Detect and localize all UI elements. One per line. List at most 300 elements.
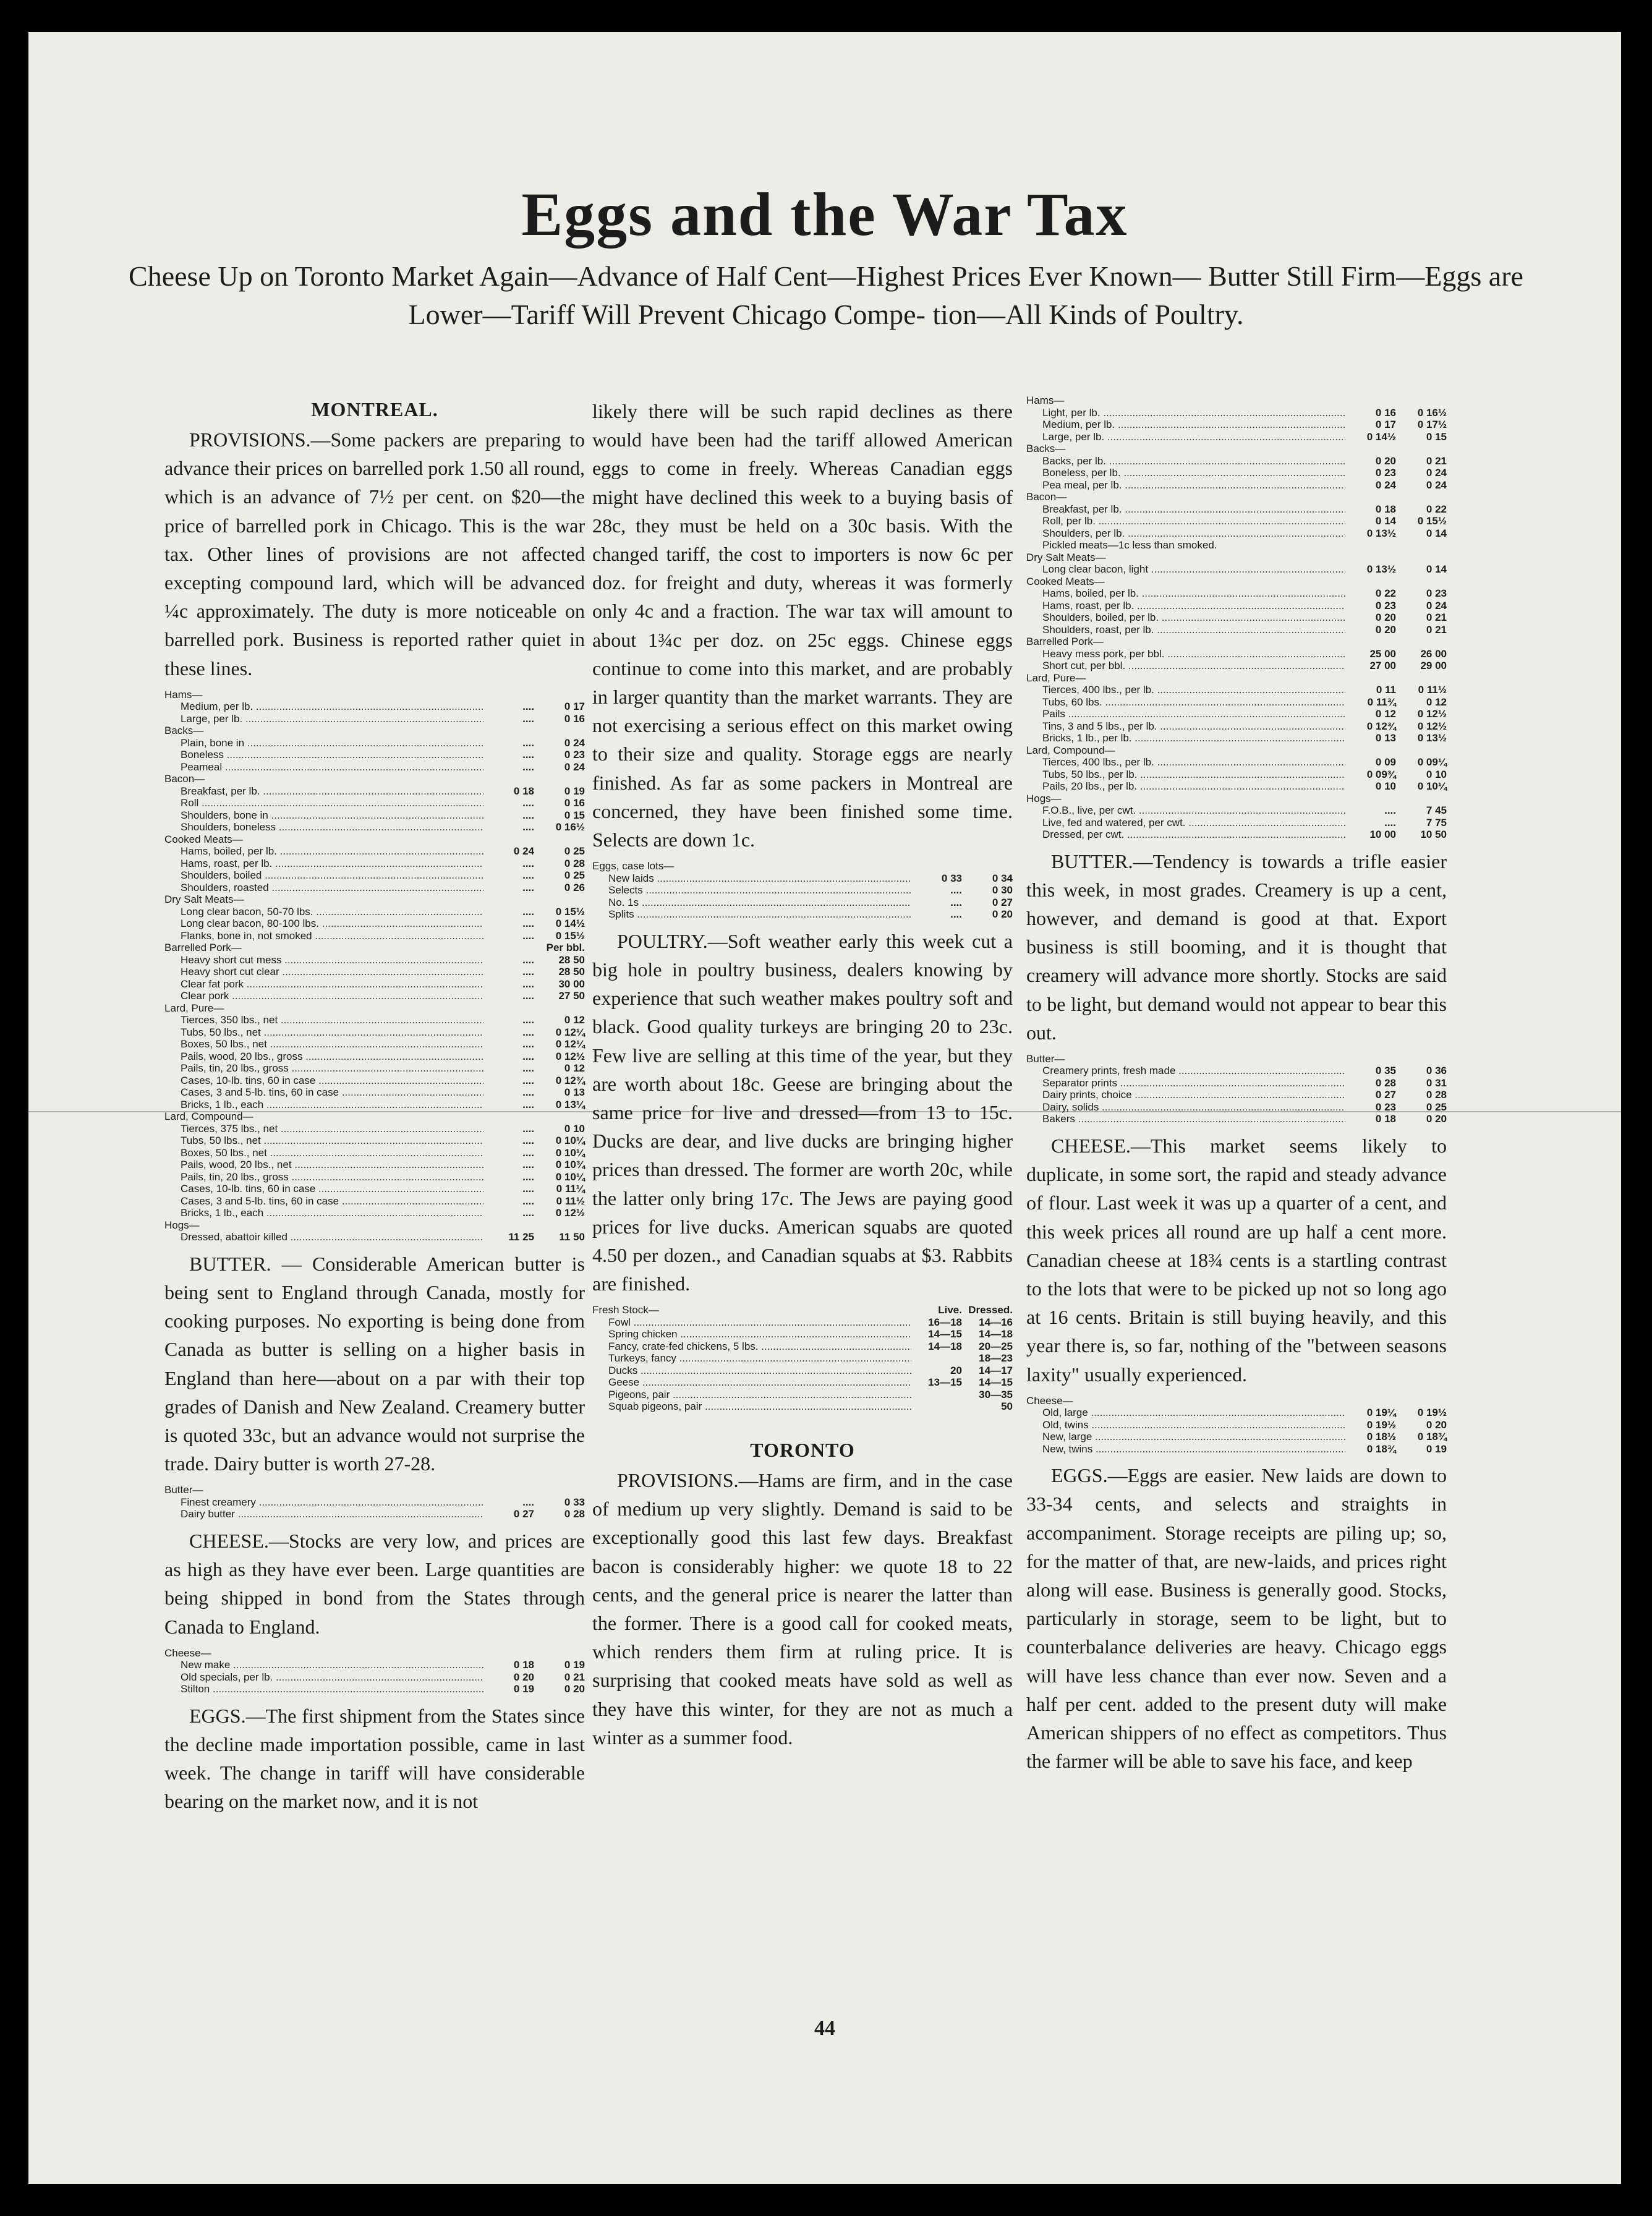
- price-low: 0 24: [1375, 479, 1396, 491]
- row-label: Dairy prints, choice .....: [1026, 1089, 1345, 1101]
- table-row: [164, 906, 585, 918]
- price-high: 0 22: [1426, 503, 1447, 515]
- price-high: 0 20: [992, 908, 1013, 921]
- table-section-header: [592, 860, 1013, 872]
- table-section-header: [592, 1304, 1013, 1316]
- row-label: Hogs—: [1026, 792, 1062, 804]
- row-label: Cooked Meats—: [1026, 575, 1105, 587]
- price-low: 27 00: [1369, 660, 1396, 671]
- table-row: [1026, 612, 1447, 624]
- table-row: [592, 1376, 1013, 1389]
- table-row: [592, 1340, 1013, 1353]
- price-high: 0 11½: [556, 1195, 585, 1207]
- table-row: [1026, 1113, 1447, 1125]
- price-low: ....: [522, 1122, 534, 1135]
- price-low: 0 17: [1375, 419, 1396, 430]
- row-label: Pails, wood, 20 lbs., net .....: [164, 1159, 483, 1171]
- table-row: [1026, 1443, 1447, 1455]
- montreal-eggs-continued: likely there will be such rapid declines as there would have been had the tariff allowed American eggs to come in freely. Whereas Canadian eggs might have declined this week to a buying basis of 28c, they must be held on a 30c basis. With the changed tariff, the cost to importers is now 6c per doz. for freight and duty, whereas it was formerly only 4c and a fraction. The war tax will amount to about 1¾c per doz. on 25c eggs. Chinese eggs continue to come into this market, and are probably in larger quantity than the market warrants. They are not exercising a serious effect on this market owing to their size and quality. Storage eggs are nearly finished. As far as some packers in Montreal are concerned, they have been finished some time. Selects are down 1c.: [592, 400, 1013, 851]
- price-low: ....: [522, 966, 534, 978]
- table-row: [164, 701, 585, 713]
- price-low: ....: [950, 896, 962, 908]
- price-low: ....: [522, 918, 534, 930]
- page-title: Eggs and the War Tax: [521, 180, 1128, 249]
- price-high: 0 23: [1426, 587, 1447, 599]
- table-section-header: [164, 689, 585, 701]
- price-high: 0 13: [564, 1086, 585, 1099]
- row-label: Roll .....: [164, 797, 483, 809]
- table-row: [592, 1328, 1013, 1340]
- table-row: [164, 918, 585, 930]
- price-low: 0 20: [1375, 623, 1396, 636]
- row-label: Finest creamery .....: [164, 1496, 483, 1509]
- price-high: 14—17: [979, 1364, 1013, 1376]
- row-label: Plain, bone in .....: [164, 737, 483, 749]
- price-low: ....: [522, 990, 534, 1002]
- price-high: 0 10: [1426, 768, 1447, 780]
- price-high: 0 30: [992, 884, 1013, 897]
- table-section-header: [164, 893, 585, 906]
- table-row: [1026, 419, 1447, 431]
- price-low: 0 23: [1375, 467, 1396, 479]
- table-row: [1026, 769, 1447, 781]
- row-label: Cases, 3 and 5-lb. tins, 60 in case .....: [164, 1195, 483, 1208]
- montreal-heading: MONTREAL.: [311, 398, 438, 420]
- table-row: [164, 1195, 585, 1208]
- row-label: New make .....: [164, 1659, 483, 1671]
- price-high: Per bbl.: [546, 942, 585, 954]
- row-label: Dry Salt Meats—: [1026, 551, 1106, 563]
- price-low: ....: [522, 929, 534, 942]
- table-row: [164, 1050, 585, 1063]
- row-label: Fresh Stock—: [592, 1304, 659, 1316]
- price-low: 10 00: [1369, 829, 1396, 840]
- price-high: 14—15: [979, 1376, 1013, 1389]
- toronto-cheese-paragraph: CHEESE.—This market seems likely to duplicate, in some sort, the rapid and steady advance of flour. Last week it was up a quarter of a cent, and this week prices all round are up half a cent more. Canadian cheese at 18¾ cents is a startling contrast to the lots that were to be picked up not so long ago at 16 cents. Britain is still buying heavily, and this year there is, so far, nothing of the "between seasons laxity" usually experienced.: [1026, 1134, 1447, 1386]
- table-row: [1026, 829, 1447, 841]
- table-row: [1026, 720, 1447, 733]
- price-low: ....: [522, 905, 534, 918]
- price-high: 0 12¼: [555, 1038, 585, 1050]
- price-high: 0 15: [564, 809, 585, 821]
- row-label: Heavy short cut clear .....: [164, 966, 483, 978]
- row-label: Dressed, per cwt. .....: [1026, 829, 1345, 841]
- montreal-eggs-table: [592, 860, 1013, 921]
- table-row: [164, 954, 585, 966]
- price-high: 11 50: [559, 1231, 585, 1243]
- row-label: Tubs, 50 lbs., net .....: [164, 1135, 483, 1147]
- table-section-header: [164, 1484, 585, 1496]
- price-high: 0 20: [564, 1683, 585, 1695]
- price-high: 0 24: [564, 761, 585, 773]
- price-low: ....: [522, 1207, 534, 1219]
- table-row: [1026, 660, 1447, 672]
- row-label: No. 1s .....: [592, 897, 911, 909]
- table-row: [164, 749, 585, 761]
- price-high: 10 50: [1420, 829, 1447, 840]
- table-section-header: [164, 833, 585, 846]
- price-high: 0 12: [564, 1062, 585, 1075]
- price-high: 0 10¾: [555, 1159, 585, 1171]
- price-high: 50: [1001, 1400, 1013, 1413]
- price-low: ....: [522, 809, 534, 821]
- montreal-eggs-paragraph: EGGS.—The first shipment from the States since the decline made importation possible, came in last week. The change in tariff will have considerable bearing on the market now, and it is not: [164, 1704, 585, 1813]
- price-high: 0 36: [1426, 1065, 1447, 1077]
- row-label: Barrelled Pork—: [164, 942, 242, 954]
- price-high: 0 17: [564, 701, 585, 713]
- price-high: 0 10¼: [555, 1146, 585, 1159]
- price-high: 26 00: [1420, 647, 1447, 660]
- row-label: Bakers .....: [1026, 1113, 1345, 1125]
- table-row: [1026, 756, 1447, 769]
- row-label: Pea meal, per lb. .....: [1026, 479, 1345, 492]
- table-section-header: [1026, 576, 1447, 588]
- row-label: Lard, Compound—: [164, 1110, 253, 1123]
- table-row: [164, 1062, 585, 1075]
- row-label: Tierces, 350 lbs., net .....: [164, 1014, 483, 1026]
- price-high: 0 16: [564, 797, 585, 809]
- table-section-header: [164, 1647, 585, 1660]
- row-label: Stilton .....: [164, 1683, 483, 1695]
- table-row: [164, 978, 585, 991]
- price-high: 0 24: [1426, 599, 1447, 612]
- price-high: 0 20: [1426, 1113, 1447, 1125]
- price-low: 0 13½: [1366, 563, 1396, 575]
- row-label: Splits .....: [592, 908, 911, 921]
- row-label: Selects .....: [592, 884, 911, 897]
- row-label: Cases, 3 and 5-lb. tins, 60 in case .....: [164, 1086, 483, 1099]
- price-high: 0 16½: [1417, 406, 1447, 419]
- row-label: Live, fed and watered, per cwt. .....: [1026, 817, 1345, 829]
- price-high: 0 24: [564, 736, 585, 749]
- row-label: Flanks, bone in, not smoked .....: [164, 930, 483, 942]
- row-label: Butter—: [1026, 1052, 1065, 1065]
- price-high: 7 75: [1426, 816, 1447, 829]
- toronto-heading: TORONTO: [750, 1438, 855, 1461]
- row-label: Boneless, per lb. .....: [1026, 467, 1345, 479]
- table-row: [164, 930, 585, 942]
- montreal-butter-table: [164, 1484, 585, 1520]
- row-label: Tierces, 400 lbs., per lb. .....: [1026, 684, 1345, 696]
- table-row: [164, 1171, 585, 1183]
- row-label: Tubs, 60 lbs. .....: [1026, 696, 1345, 709]
- table-row: [592, 1389, 1013, 1401]
- price-high: 0 28: [1426, 1089, 1447, 1101]
- price-high: 0 14: [1426, 563, 1447, 575]
- price-low: 0 23: [1375, 1101, 1396, 1113]
- price-low: 0 20: [1375, 454, 1396, 467]
- row-label: Cooked Meats—: [164, 833, 243, 845]
- price-high: 0 19: [564, 1659, 585, 1671]
- price-high: 28 50: [558, 953, 585, 966]
- price-low: ....: [522, 1086, 534, 1099]
- price-low: ....: [522, 1098, 534, 1110]
- price-low: ....: [522, 761, 534, 773]
- price-low: ....: [522, 1014, 534, 1026]
- row-label: Large, per lb. .....: [164, 713, 483, 725]
- table-row: [1026, 600, 1447, 612]
- row-label: Long clear bacon, 50-70 lbs. .....: [164, 906, 483, 918]
- price-low: ....: [522, 1159, 534, 1171]
- price-low: ....: [1384, 804, 1396, 816]
- price-high: 0 15½: [555, 929, 585, 942]
- table-row: [592, 908, 1013, 921]
- price-high: Dressed.: [968, 1304, 1013, 1316]
- price-low: 0 18: [1375, 1113, 1396, 1125]
- price-high: 0 10¼: [1417, 780, 1447, 792]
- price-low: ....: [522, 1195, 534, 1207]
- row-label: Tierces, 400 lbs., per lb. .....: [1026, 756, 1345, 769]
- price-low: 0 11: [1376, 684, 1396, 696]
- price-high: 0 14: [1426, 527, 1447, 539]
- row-label: Hams—: [164, 688, 203, 701]
- table-row: [1026, 1077, 1447, 1089]
- price-low: ....: [522, 1496, 534, 1508]
- row-label: Hams—: [1026, 394, 1065, 406]
- row-label: Pigeons, pair .....: [592, 1389, 911, 1401]
- row-label: Clear pork .....: [164, 990, 483, 1002]
- column-2: [592, 397, 1013, 1752]
- price-low: 0 19¼: [1366, 1407, 1396, 1419]
- price-low: 0 19½: [1366, 1418, 1396, 1431]
- table-row: [164, 869, 585, 882]
- price-high: 7 45: [1426, 804, 1447, 816]
- row-label: New, twins .....: [1026, 1443, 1345, 1455]
- table-row: [1026, 1101, 1447, 1114]
- row-label: Eggs, case lots—: [592, 860, 675, 872]
- table-row: [164, 845, 585, 858]
- price-low: ....: [522, 821, 534, 833]
- row-label: Old specials, per lb. .....: [164, 1671, 483, 1684]
- montreal-poultry-table: [592, 1304, 1013, 1413]
- table-row: [1026, 804, 1447, 817]
- table-section-header: [1026, 552, 1447, 564]
- price-high: 0 21: [1426, 454, 1447, 467]
- table-row: [1026, 479, 1447, 492]
- price-high: 28 50: [558, 966, 585, 978]
- table-row: [164, 1207, 585, 1219]
- price-high: 0 34: [992, 872, 1013, 884]
- row-label: Shoulders, boiled, per lb. .....: [1026, 612, 1345, 624]
- table-section-header: [1026, 1395, 1447, 1407]
- montreal-provisions-table: [164, 689, 585, 1243]
- price-high: 0 25: [564, 845, 585, 858]
- price-high: 20—25: [979, 1340, 1013, 1352]
- row-label: Squab pigeons, pair .....: [592, 1400, 911, 1413]
- table-row: [164, 713, 585, 725]
- row-label: Shoulders, roast, per lb. .....: [1026, 624, 1345, 636]
- price-low: 0 18: [513, 1659, 534, 1671]
- row-label: Heavy short cut mess .....: [164, 954, 483, 966]
- table-row: [164, 1123, 585, 1135]
- price-low: 0 35: [1375, 1065, 1396, 1077]
- toronto-provisions-table: [1026, 394, 1447, 841]
- toronto-cheese-table: [1026, 1395, 1447, 1455]
- table-row: [164, 882, 585, 894]
- row-label: Hams, roast, per lb. .....: [1026, 600, 1345, 612]
- row-label: Geese .....: [592, 1376, 911, 1389]
- table-row: [164, 966, 585, 978]
- table-section-header: [164, 942, 585, 954]
- montreal-cheese-table: [164, 1647, 585, 1695]
- table-row: [1026, 503, 1447, 516]
- price-low: 0 33: [941, 872, 962, 884]
- row-label: Old, twins .....: [1026, 1419, 1345, 1431]
- row-label: Breakfast, per lb. .....: [1026, 503, 1345, 516]
- table-row: [164, 1231, 585, 1243]
- row-label: Pails, tin, 20 lbs., gross .....: [164, 1062, 483, 1075]
- table-row: [164, 1159, 585, 1171]
- row-label: Pickled meats—1c less than smoked.: [1042, 539, 1217, 551]
- row-label: Tins, 3 and 5 lbs., per lb. .....: [1026, 720, 1345, 733]
- table-row: [1026, 1065, 1447, 1077]
- table-row: [592, 897, 1013, 909]
- table-row: [164, 737, 585, 749]
- table-section-header: [1026, 491, 1447, 503]
- toronto-provisions-paragraph: PROVISIONS.—Hams are firm, and in the case of medium up very slightly. Demand is said to be exceptionally good this last few days. Breakfast bacon is considerably higher: we quote 18 to 22 cents, and the general price is nearer the latter than the former. There is a good call for cooked meats, which renders them firm at ruling price. It is surprising that cooked meats have sold as well as they have this winter, for they are not as much a winter as a summer food.: [592, 1468, 1013, 1749]
- table-row: [1026, 684, 1447, 696]
- table-row: [592, 1400, 1013, 1413]
- table-section-header: [1026, 443, 1447, 455]
- row-label: Breakfast, per lb. .....: [164, 785, 483, 798]
- row-label: Backs, per lb. .....: [1026, 455, 1345, 467]
- price-high: 0 25: [564, 869, 585, 882]
- price-high: 0 24: [1426, 467, 1447, 479]
- row-label: Shoulders, bone in .....: [164, 809, 483, 822]
- price-high: 0 31: [1426, 1076, 1447, 1089]
- price-high: 18—23: [979, 1352, 1013, 1365]
- table-row: [164, 1038, 585, 1050]
- price-high: 0 21: [1426, 612, 1447, 623]
- price-low: 14—15: [928, 1328, 962, 1340]
- price-high: 0 24: [1426, 479, 1447, 491]
- price-low: ....: [522, 749, 534, 761]
- price-low: ....: [522, 869, 534, 882]
- price-low: 0 27: [513, 1508, 534, 1520]
- magazine-page: [28, 32, 1621, 2184]
- table-row: [164, 785, 585, 798]
- table-row: [1026, 696, 1447, 709]
- price-high: 0 28: [564, 857, 585, 869]
- price-high: 0 13¼: [555, 1098, 585, 1110]
- table-row: [164, 797, 585, 809]
- table-row: [1026, 587, 1447, 600]
- column-1: [164, 397, 585, 1816]
- price-low: ....: [522, 1026, 534, 1038]
- table-row: [1026, 817, 1447, 829]
- price-high: 0 33: [564, 1496, 585, 1508]
- table-row: [164, 1659, 585, 1671]
- price-low: 11 25: [508, 1231, 534, 1243]
- price-high: 0 10¼: [555, 1135, 585, 1147]
- price-high: 14—16: [979, 1316, 1013, 1328]
- table-section-header: [164, 1219, 585, 1232]
- price-low: ....: [950, 908, 962, 921]
- table-row: [164, 1183, 585, 1195]
- row-label: Turkeys, fancy .....: [592, 1352, 911, 1365]
- row-label: Bricks, 1 lb., each .....: [164, 1207, 483, 1219]
- table-row: [1026, 1089, 1447, 1101]
- row-label: Hams, boiled, per lb. .....: [164, 845, 483, 858]
- price-low: 16—18: [928, 1316, 962, 1328]
- montreal-provisions-paragraph: PROVISIONS.—Some packers are preparing to advance their prices on barrelled pork 1.50 all round, which is an advance of 7½ per cent. on $20—the price of barrelled pork in Chicago. This is the war tax. Other lines of provisions are not affected excepting compound lard, which will be advanced ¼c approximately. The duty is more noticeable on barrelled pork. Business is reported rather quiet in these lines.: [164, 428, 585, 680]
- row-label: Light, per lb. .....: [1026, 407, 1345, 419]
- price-high: 0 18¾: [1417, 1431, 1447, 1443]
- row-label: Bacon—: [164, 773, 205, 785]
- table-row: [1026, 407, 1447, 419]
- price-high: 0 11¼: [556, 1183, 585, 1195]
- row-label: Butter—: [164, 1484, 203, 1496]
- price-high: 29 00: [1420, 660, 1447, 671]
- montreal-butter-paragraph: BUTTER. — Considerable American butter is being sent to England through Canada, mostly for cooking purposes. No exporting is being done from Canada as butter is selling on a higher basis in England than here—about on a par with their top grades of Danish and New Zealand. Creamery butter is quoted 33c, but an advance would not surprise the trade. Dairy butter is worth 27-28.: [164, 1252, 585, 1475]
- table-row: [164, 1496, 585, 1509]
- table-row: [1026, 431, 1447, 443]
- price-high: 30 00: [558, 978, 585, 990]
- table-row: [592, 1352, 1013, 1365]
- table-row: [1026, 467, 1447, 479]
- row-label: Hams, boiled, per lb. .....: [1026, 587, 1345, 600]
- price-low: Live.: [938, 1304, 962, 1316]
- row-label: Dairy butter .....: [164, 1508, 483, 1520]
- price-high: 0 14½: [555, 918, 585, 930]
- table-row: [164, 809, 585, 822]
- table-row: [164, 1099, 585, 1111]
- price-low: 0 23: [1375, 599, 1396, 612]
- row-label: Backs—: [164, 725, 204, 737]
- price-low: ....: [522, 1050, 534, 1062]
- table-section-header: [1026, 744, 1447, 757]
- table-row: [1026, 527, 1447, 540]
- row-label: Medium, per lb. .....: [164, 701, 483, 713]
- price-high: 0 09¼: [1417, 756, 1447, 768]
- row-label: Backs—: [1026, 443, 1066, 454]
- row-label: Dairy, solids .....: [1026, 1101, 1345, 1114]
- table-section-header: [1026, 1053, 1447, 1065]
- row-label: Shoulders, per lb. .....: [1026, 527, 1345, 540]
- table-row: [164, 1075, 585, 1087]
- price-high: 0 21: [1426, 623, 1447, 636]
- row-label: Tubs, 50 lbs., per lb. .....: [1026, 769, 1345, 781]
- price-high: 0 12½: [1417, 708, 1447, 720]
- row-label: Large, per lb. .....: [1026, 431, 1345, 443]
- price-high: 0 19½: [1417, 1407, 1447, 1419]
- price-low: 0 14½: [1366, 430, 1396, 443]
- price-low: 0 12¾: [1366, 720, 1396, 732]
- row-label: Hams, roast, per lb. .....: [164, 858, 483, 870]
- price-low: ....: [522, 953, 534, 966]
- row-label: Pails, 20 lbs., per lb. .....: [1026, 780, 1345, 793]
- row-label: New, large .....: [1026, 1431, 1345, 1443]
- price-low: 14—18: [928, 1340, 962, 1352]
- price-low: 0 27: [1375, 1089, 1396, 1101]
- price-high: 0 11½: [1418, 684, 1447, 696]
- table-row: [1026, 624, 1447, 636]
- table-section-header: [164, 773, 585, 785]
- table-row: [1026, 780, 1447, 793]
- row-label: Bricks, 1 lb., per lb. .....: [1026, 732, 1345, 744]
- table-section-header: [164, 1110, 585, 1123]
- price-low: ....: [522, 1146, 534, 1159]
- row-label: Tubs, 50 lbs., net .....: [164, 1026, 483, 1039]
- row-label: Pails, tin, 20 lbs., gross .....: [164, 1171, 483, 1183]
- row-label: Barrelled Pork—: [1026, 636, 1104, 647]
- row-label: Cases, 10-lb. tins, 60 in case .....: [164, 1075, 483, 1087]
- table-row: [1026, 455, 1447, 467]
- price-high: 0 19: [1426, 1443, 1447, 1455]
- row-label: Fowl .....: [592, 1316, 911, 1329]
- price-high: 0 23: [564, 749, 585, 761]
- row-label: New laids .....: [592, 872, 911, 885]
